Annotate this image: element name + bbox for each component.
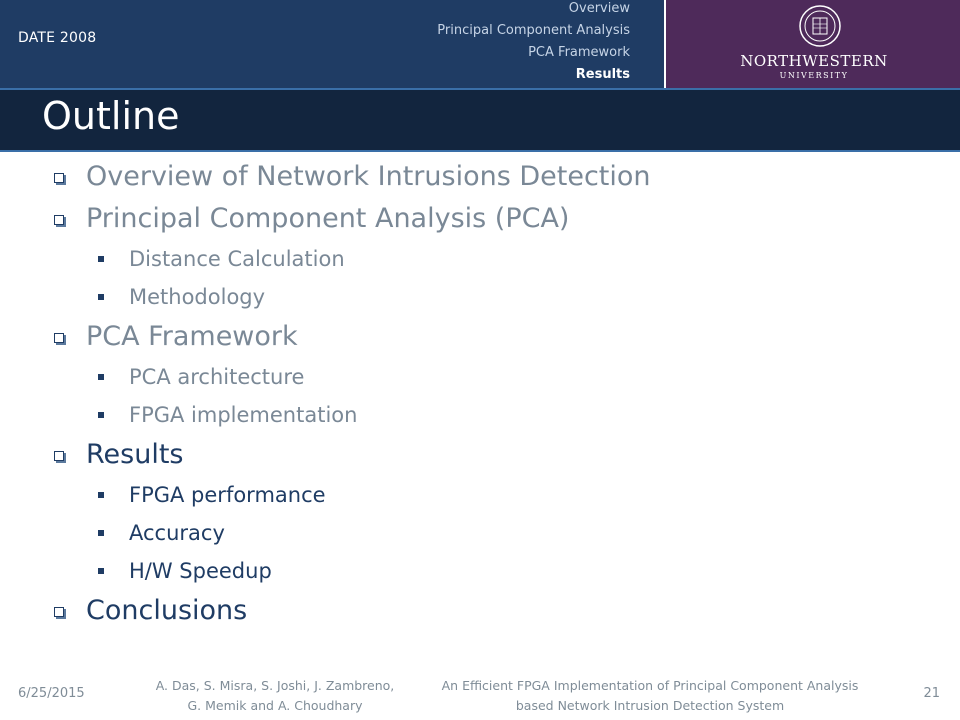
outline-sublist xyxy=(48,358,651,434)
section-label: Principal Component Analysis (PCA) xyxy=(86,203,570,234)
footer-paper-title xyxy=(420,676,880,716)
section-label: Overview of Network Intrusions Detection xyxy=(86,161,651,192)
square-bullet-icon xyxy=(98,492,104,498)
subitem-label: PCA architecture xyxy=(129,365,305,389)
authors-line-2: G. Memik and A. Choudhary xyxy=(187,698,363,713)
outline-section-current xyxy=(48,434,651,476)
nav-item-results[interactable]: Results xyxy=(575,67,630,82)
paper-title-line-2: based Network Intrusion Detection System xyxy=(515,698,785,713)
title-band xyxy=(0,88,960,152)
nav-item-overview[interactable]: Overview xyxy=(568,1,630,16)
logo-subtitle: UNIVERSITY xyxy=(779,71,849,80)
checkbox-bullet-icon xyxy=(54,173,64,183)
outline-list xyxy=(48,156,651,632)
nav-item-pca[interactable]: Principal Component Analysis xyxy=(437,23,630,38)
conference-label: DATE 2008 xyxy=(18,30,97,46)
outline-subitem xyxy=(48,476,651,514)
outline-section-current xyxy=(48,590,651,632)
subitem-label: FPGA performance xyxy=(129,483,326,507)
checkbox-bullet-icon xyxy=(54,607,64,617)
outline-subitem xyxy=(48,552,651,590)
outline-section xyxy=(48,198,651,240)
section-nav xyxy=(437,0,630,86)
outline-subitem xyxy=(48,278,651,316)
square-bullet-icon xyxy=(98,412,104,418)
slide-header xyxy=(0,0,960,88)
nav-item-pca-framework[interactable]: PCA Framework xyxy=(528,45,630,60)
square-bullet-icon xyxy=(98,530,104,536)
outline-subitem xyxy=(48,514,651,552)
square-bullet-icon xyxy=(98,294,104,300)
subitem-label: FPGA implementation xyxy=(129,403,358,427)
paper-title-line-1: An Efficient FPGA Implementation of Principal Component Analysis xyxy=(441,678,859,693)
outline-sublist xyxy=(48,240,651,316)
footer-authors xyxy=(140,676,410,716)
outline-sublist xyxy=(48,476,651,590)
university-logo xyxy=(664,0,960,88)
section-label: Results xyxy=(86,439,184,470)
footer-date: 6/25/2015 xyxy=(18,686,85,701)
subitem-label: Methodology xyxy=(129,285,266,309)
outline-subitem xyxy=(48,396,651,434)
page-title: Outline xyxy=(42,94,180,138)
checkbox-bullet-icon xyxy=(54,333,64,343)
subitem-label: H/W Speedup xyxy=(129,559,272,583)
subitem-label: Distance Calculation xyxy=(129,247,345,271)
checkbox-bullet-icon xyxy=(54,215,64,225)
outline-subitem xyxy=(48,240,651,278)
outline-section xyxy=(48,316,651,358)
authors-line-1: A. Das, S. Misra, S. Joshi, J. Zambreno, xyxy=(155,678,395,693)
square-bullet-icon xyxy=(98,256,104,262)
outline-section xyxy=(48,156,651,198)
subitem-label: Accuracy xyxy=(129,521,225,545)
checkbox-bullet-icon xyxy=(54,451,64,461)
slide-number: 21 xyxy=(923,686,940,701)
section-label: Conclusions xyxy=(86,595,248,626)
square-bullet-icon xyxy=(98,568,104,574)
university-seal-icon xyxy=(798,4,842,48)
square-bullet-icon xyxy=(98,374,104,380)
section-label: PCA Framework xyxy=(86,321,298,352)
logo-wordmark: NORTHWESTERN xyxy=(740,52,888,70)
outline-subitem xyxy=(48,358,651,396)
